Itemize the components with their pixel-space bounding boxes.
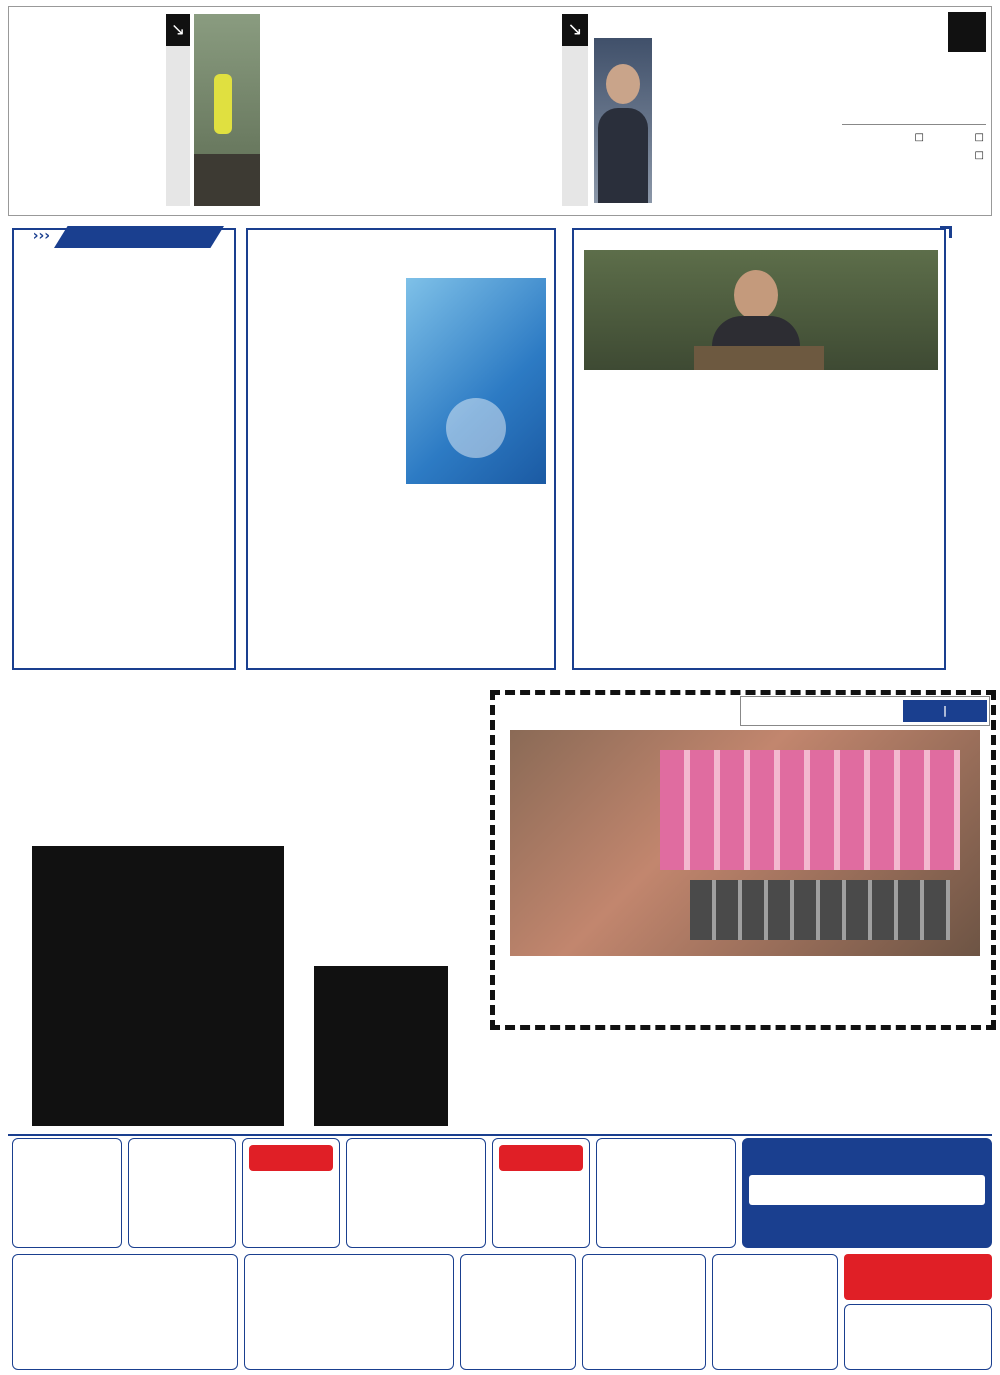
brief-header	[54, 226, 224, 248]
ad-a4	[242, 1138, 340, 1248]
ad-a1	[596, 1138, 736, 1248]
cosmetics-photo	[510, 730, 980, 956]
police-section: |	[903, 700, 987, 722]
brief-item2-body	[22, 518, 228, 664]
grid-row-numbers	[286, 848, 300, 1118]
drain-photo	[194, 14, 260, 206]
crossword-vertical	[310, 862, 482, 958]
festival-body-right	[406, 490, 546, 664]
police-headline	[502, 786, 802, 843]
masthead	[842, 12, 986, 212]
festival-poster	[406, 278, 546, 484]
ad-b2	[582, 1254, 706, 1370]
top-right-body	[656, 38, 836, 208]
ad-a2	[492, 1138, 590, 1248]
police-col2	[660, 962, 794, 1026]
arrow-icon: ↘	[166, 14, 190, 46]
disgrace-body-right	[762, 376, 940, 666]
ad-b5	[12, 1254, 238, 1370]
ad-a3	[346, 1138, 486, 1248]
crossword-mini-title	[450, 960, 482, 1126]
grid-col-numbers	[32, 828, 302, 842]
ad-b1	[712, 1254, 838, 1370]
festival-body-left	[256, 280, 400, 666]
brief-arrows-icon: ‹‹‹	[32, 228, 50, 244]
city-shahriar: □	[974, 132, 984, 143]
ad-b4	[244, 1254, 454, 1370]
section-bar-left	[166, 14, 190, 206]
police-col1	[800, 1008, 976, 1026]
police-col3	[516, 962, 654, 1026]
city-malard: □	[914, 132, 924, 143]
crossword-answer-grid	[314, 966, 448, 1126]
needs-banner	[742, 1138, 992, 1248]
ad-b3	[460, 1254, 576, 1370]
mp-photo	[584, 250, 938, 370]
car-label	[249, 1145, 333, 1171]
section-bar-right	[562, 14, 588, 206]
jobs-label	[844, 1254, 992, 1300]
top-left-body	[266, 38, 536, 208]
real-estate-label	[499, 1145, 583, 1171]
mayor-photo	[594, 38, 652, 203]
ad-b6	[844, 1304, 992, 1370]
ad-a6	[12, 1138, 122, 1248]
page-number	[948, 12, 986, 52]
police-header	[740, 696, 990, 726]
crossword-side-title	[14, 770, 26, 970]
arrow-icon: ↘	[562, 14, 588, 46]
city-qods: □	[974, 150, 984, 161]
police-contact	[749, 699, 899, 723]
crossword-mid	[26, 694, 304, 814]
crossword-grid[interactable]	[32, 846, 284, 1126]
needs-slogan	[749, 1175, 985, 1205]
disgrace-body-left	[582, 376, 756, 666]
brief-item1-body	[22, 296, 228, 464]
ad-a5	[128, 1138, 236, 1248]
